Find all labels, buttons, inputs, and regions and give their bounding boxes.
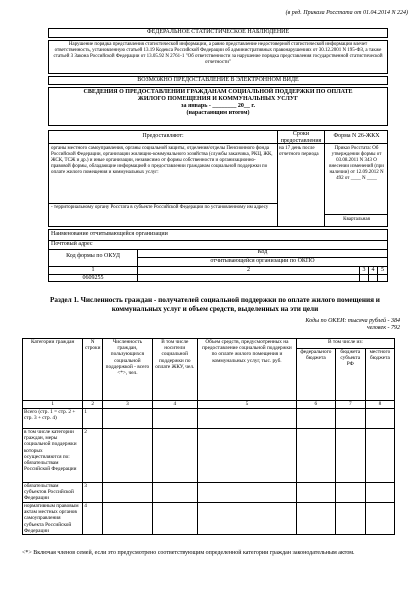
value-cell[interactable] bbox=[152, 483, 197, 503]
value-cell[interactable] bbox=[152, 409, 197, 429]
col-number-2: 2 bbox=[247, 267, 250, 273]
value-cell[interactable] bbox=[103, 429, 153, 483]
table-row bbox=[23, 429, 395, 483]
form-title-box bbox=[48, 87, 388, 126]
header-local: местного бюджета bbox=[365, 349, 394, 401]
row-category: в том числе категории граждан, меры социальной поддержки которых осуществляются по: обязательствам Российской Федерации bbox=[23, 429, 83, 483]
cumulative-note: (нарастающим итогом) bbox=[186, 110, 250, 116]
header-count: Численность граждан, пользующихся социальной поддержкой - всего <*>, чел. bbox=[103, 339, 153, 401]
col-number-3: 3 bbox=[362, 267, 366, 273]
header-regional: бюджета субъекта РФ bbox=[335, 349, 365, 401]
approval-text: Приказ Росстата: Об утверждении формы от 03.08.2011 N 343 О внесении изменений (при наличии) от 12.09.2012 N 492 от ____ N ____ bbox=[329, 146, 384, 181]
header-line-no: N строки bbox=[83, 339, 103, 401]
value-cell[interactable] bbox=[365, 429, 394, 483]
col-num: 3 bbox=[103, 401, 153, 409]
header-category: Категории граждан bbox=[23, 339, 83, 401]
col-number-4: 4 bbox=[371, 267, 375, 273]
col-num: 6 bbox=[296, 401, 335, 409]
header-volume: Объем средств, предусмотренных на предоставление социальной поддержки по оплате жилого помещения и коммунальных услуг, тыс. руб. bbox=[197, 339, 296, 401]
value-cell[interactable] bbox=[296, 483, 335, 503]
col-number-5: 5 bbox=[381, 267, 384, 273]
periodicity-label: Квартальная bbox=[343, 217, 370, 222]
value-cell[interactable] bbox=[197, 503, 296, 535]
value-cell[interactable] bbox=[103, 483, 153, 503]
value-cell[interactable] bbox=[296, 429, 335, 483]
value-cell[interactable] bbox=[296, 409, 335, 429]
col-num: 4 bbox=[152, 401, 197, 409]
electronic-submission-label: ВОЗМОЖНО ПРЕДОСТАВЛЕНИЕ В ЭЛЕКТРОННОМ ВИДЕ bbox=[137, 77, 299, 83]
providers-text: органы местного самоуправления, органы социальной защиты, отделения/отделы Пенсионного фонда Российской Федерации, организации жилищно-коммунального хозяйства (службы заказчика, РКЦ, ЖК, ЖСК, ТСЖ и др.) и иные организации, независимо от формы собственности и организационно-правовой формы, обладающие информацией о предоставлении гражданам социальной поддержки по оплате жилого помещения и коммунальных услуг: bbox=[51, 146, 273, 175]
federal-observation-label: ФЕДЕРАЛЬНОЕ СТАТИСТИЧЕСКОЕ НАБЛЮДЕНИЕ bbox=[146, 29, 290, 35]
value-cell[interactable] bbox=[197, 429, 296, 483]
value-cell[interactable] bbox=[335, 429, 365, 483]
form-title: СВЕДЕНИЯ О ПРЕДОСТАВЛЕНИИ ГРАЖДАНАМ СОЦИАЛЬНОЙ ПОДДЕРЖКИ ПО ОПЛАТЕ ЖИЛОГО ПОМЕЩЕНИЯ И КОММУНАЛЬНЫХ УСЛУГ bbox=[83, 89, 353, 102]
electronic-submission-box bbox=[48, 76, 388, 85]
federal-observation-box bbox=[48, 28, 388, 38]
deadline-label: Сроки предоставления bbox=[280, 131, 322, 144]
column-number-row bbox=[23, 401, 395, 409]
value-cell[interactable] bbox=[152, 429, 197, 483]
row-category: нормативным правовым актам местных органов самоуправления субъекта Российской Федерации bbox=[23, 503, 83, 535]
header-federal: федерального бюджета bbox=[296, 349, 335, 401]
value-cell[interactable] bbox=[197, 483, 296, 503]
value-cell[interactable] bbox=[152, 503, 197, 535]
value-cell[interactable] bbox=[296, 503, 335, 535]
territorial-body-text: - территориальному органу Росстата в субъекте Российской Федерации по установленному им адресу bbox=[51, 205, 269, 210]
table-row bbox=[23, 483, 395, 503]
table-row bbox=[23, 503, 395, 535]
value-cell[interactable] bbox=[365, 483, 394, 503]
org-name-label: Наименование отчитывающейся организации bbox=[51, 231, 168, 237]
value-cell[interactable] bbox=[103, 409, 153, 429]
value-cell[interactable] bbox=[365, 503, 394, 535]
providers-label: Предоставляют: bbox=[142, 133, 184, 139]
value-cell[interactable] bbox=[335, 483, 365, 503]
row-line: 2 bbox=[83, 429, 103, 483]
section1-table bbox=[22, 338, 395, 535]
col-number-1: 1 bbox=[91, 267, 95, 273]
violation-notice-text: Нарушение порядка представления статистической информации, а равно представление недостоверной статистической информации влечет ответственность, установленную статьей 13.19 Кодекса Российской Федерации об административных правонарушениях от 30.12.2001 N 195-ФЗ, а также статьей 3 Закона Российской Федерации от 13.05.92 N 2761-1 "Об ответственности за нарушение порядка представления государственной статистической отчетности" bbox=[53, 42, 383, 65]
value-cell[interactable] bbox=[365, 409, 394, 429]
code-label: Код bbox=[257, 249, 268, 255]
row-category: обязательствам субъектов Российской Федерации bbox=[23, 483, 83, 503]
deadline-text: на 17 день после отчетного периода bbox=[279, 146, 319, 157]
row-line: 4 bbox=[83, 503, 103, 535]
value-cell[interactable] bbox=[197, 409, 296, 429]
okei-codes bbox=[305, 318, 400, 332]
submission-block bbox=[48, 130, 388, 227]
value-cell[interactable] bbox=[335, 503, 365, 535]
col-num: 5 bbox=[197, 401, 296, 409]
value-cell[interactable] bbox=[335, 409, 365, 429]
col-num: 2 bbox=[83, 401, 103, 409]
footnote: <*> Включая членов семей, если это предусмотрено соответствующим определенной категории граждан законодательным актом. bbox=[22, 550, 355, 556]
col-num: 1 bbox=[23, 401, 83, 409]
col-num: 8 bbox=[365, 401, 394, 409]
col-num: 7 bbox=[335, 401, 365, 409]
amendment-note: (в ред. Приказа Росстата от 01.04.2014 N 224) bbox=[285, 10, 408, 16]
okud-value: 0609255 bbox=[82, 275, 104, 281]
violation-notice-box bbox=[48, 40, 388, 74]
value-cell[interactable] bbox=[103, 503, 153, 535]
okei-line-persons: человек - 792 bbox=[366, 325, 400, 331]
header-count-paid: В том числе носители социальной поддержки по оплате ЖКУ, чел. bbox=[152, 339, 197, 401]
section-title: Раздел 1. Численность граждан - получателей социальной поддержки по оплате жилого помещения и коммунальных услуг и объем средств, выделенных на эти цели bbox=[50, 296, 380, 313]
form-number-label: Форма N 26-ЖКХ bbox=[333, 133, 380, 139]
row-line: 1 bbox=[83, 409, 103, 429]
row-category: Всего (стр. 1 = стр. 2 + стр. 3 + стр. 4) bbox=[23, 409, 83, 429]
okud-label: Код формы по ОКУД bbox=[66, 253, 120, 259]
okei-line-thousand-rubles: Коды по ОКЕИ: тысяча рублей - 384 bbox=[305, 318, 400, 324]
organization-block bbox=[48, 229, 388, 282]
row-line: 3 bbox=[83, 483, 103, 503]
okpo-label: отчитывающейся организации по ОКПО bbox=[210, 258, 315, 264]
header-of-which: В том числе из: bbox=[296, 339, 394, 349]
postal-address-label: Почтовый адрес bbox=[51, 241, 93, 247]
reporting-period: за январь - ________ 20__ г. bbox=[181, 103, 255, 109]
table-row bbox=[23, 409, 395, 429]
